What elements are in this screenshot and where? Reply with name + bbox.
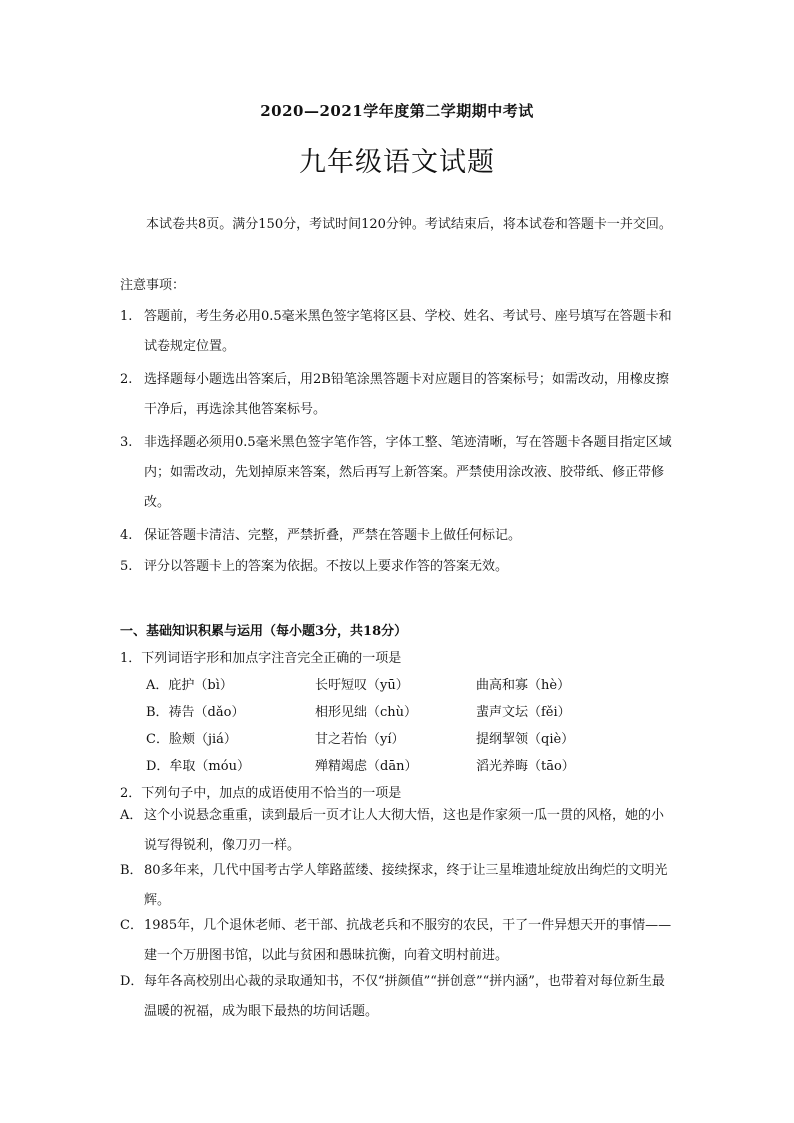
note-text: 保证答题卡清洁、完整，严禁折叠，严禁在答题卡上做任何标记。 [144, 528, 522, 543]
option-cell: 长吁短叹（yū） [315, 678, 409, 693]
note-item [120, 302, 676, 362]
option-cell: 蜚声文坛（fěi） [476, 705, 571, 720]
question-1-stem: 1．下列词语字形和加点字注音完全正确的一项是 [120, 651, 402, 666]
q2-option [120, 801, 676, 861]
note-text: 评分以答题卡上的答案为依据。不按以上要求作答的答案无效。 [144, 559, 509, 574]
exam-title: 2020—2021学年度第二学期期中考试 [260, 102, 534, 120]
note-text: 选择题每小题选出答案后，用2B铅笔涂黑答题卡对应题目的答案标号；如需改动，用橡皮擦干净后，再选涂其他答案标号。 [144, 372, 669, 417]
option-cell: 甘之若怡（yí） [315, 732, 405, 747]
option-cell: A．庇护（bì） [146, 678, 233, 693]
q2-option [120, 967, 676, 1027]
note-number: 4. [120, 528, 133, 543]
option-cell: D．牟取（móu） [146, 759, 250, 774]
note-item [120, 428, 676, 518]
option-cell: 曲高和寡（hè） [476, 678, 571, 693]
note-number: 1. [120, 309, 133, 324]
q1-option-row-a [146, 674, 676, 696]
option-cell: 相形见绌（chù） [315, 705, 418, 720]
note-text: 非选择题必须用0.5毫米黑色签字笔作答，字体工整、笔迹清晰，写在答题卡各题目指定区域内；如需改动，先划掉原来答案，然后再写上新答案。严禁使用涂改液、胶带纸、修正带修改。 [144, 435, 672, 510]
option-cell: C．脸颊（jiá） [146, 732, 237, 747]
q1-option-row-b [146, 701, 676, 723]
q2-option [120, 911, 676, 971]
option-text: 每年各高校别出心裁的录取通知书，不仅“拼颜值”“拼创意”“拼内涵”，也带着对每位新生最温暖的祝福，成为眼下最热的坊间话题。 [144, 974, 665, 1019]
note-number: 2. [120, 372, 133, 387]
section-heading: 一、基础知识积累与运用（每小题3分，共18分） [120, 624, 408, 639]
option-letter: A． [120, 808, 143, 823]
q1-option-row-c [146, 728, 676, 750]
note-number: 5. [120, 559, 133, 574]
option-text: 1985年，几个退休老师、老干部、抗战老兵和不服穷的农民，干了一件异想天开的事情——建一个万册图书馆，以此与贫困和愚昧抗衡，向着文明村前进。 [144, 918, 672, 963]
option-cell: 提纲挈领（qiè） [476, 732, 575, 747]
option-letter: D． [120, 974, 144, 989]
option-cell: B．祷告（dǎo） [146, 705, 245, 720]
notes-heading: 注意事项： [120, 278, 186, 293]
option-letter: C． [120, 918, 143, 933]
option-text: 这个小说悬念重重，读到最后一页才让人大彻大悟，这也是作家须一瓜一贯的风格，她的小说写得锐利，像刀刃一样。 [144, 808, 665, 853]
note-number: 3. [120, 435, 133, 450]
option-cell: 殚精竭虑（dān） [315, 759, 418, 774]
note-text: 答题前，考生务必用0.5毫米黑色签字笔将区县、学校、姓名、考试号、座号填写在答题卡和试卷规定位置。 [144, 309, 672, 354]
option-cell: 滔光养晦（tāo） [476, 759, 575, 774]
note-item [120, 521, 676, 551]
intro-paragraph: 本试卷共8页。满分150分，考试时间120分钟。考试结束后，将本试卷和答题卡一并交回。 [146, 217, 672, 232]
option-letter: B． [120, 863, 143, 878]
question-2-stem: 2．下列句子中，加点的成语使用不恰当的一项是 [120, 786, 402, 801]
note-item [120, 552, 676, 582]
q1-option-row-d [146, 755, 676, 777]
option-text: 80多年来，几代中国考古学人筚路蓝缕、接续探求，终于让三星堆遗址绽放出绚烂的文明光辉。 [144, 863, 668, 908]
subject-title: 九年级语文试题 [299, 147, 495, 178]
q2-option [120, 856, 676, 916]
note-item [120, 365, 676, 425]
